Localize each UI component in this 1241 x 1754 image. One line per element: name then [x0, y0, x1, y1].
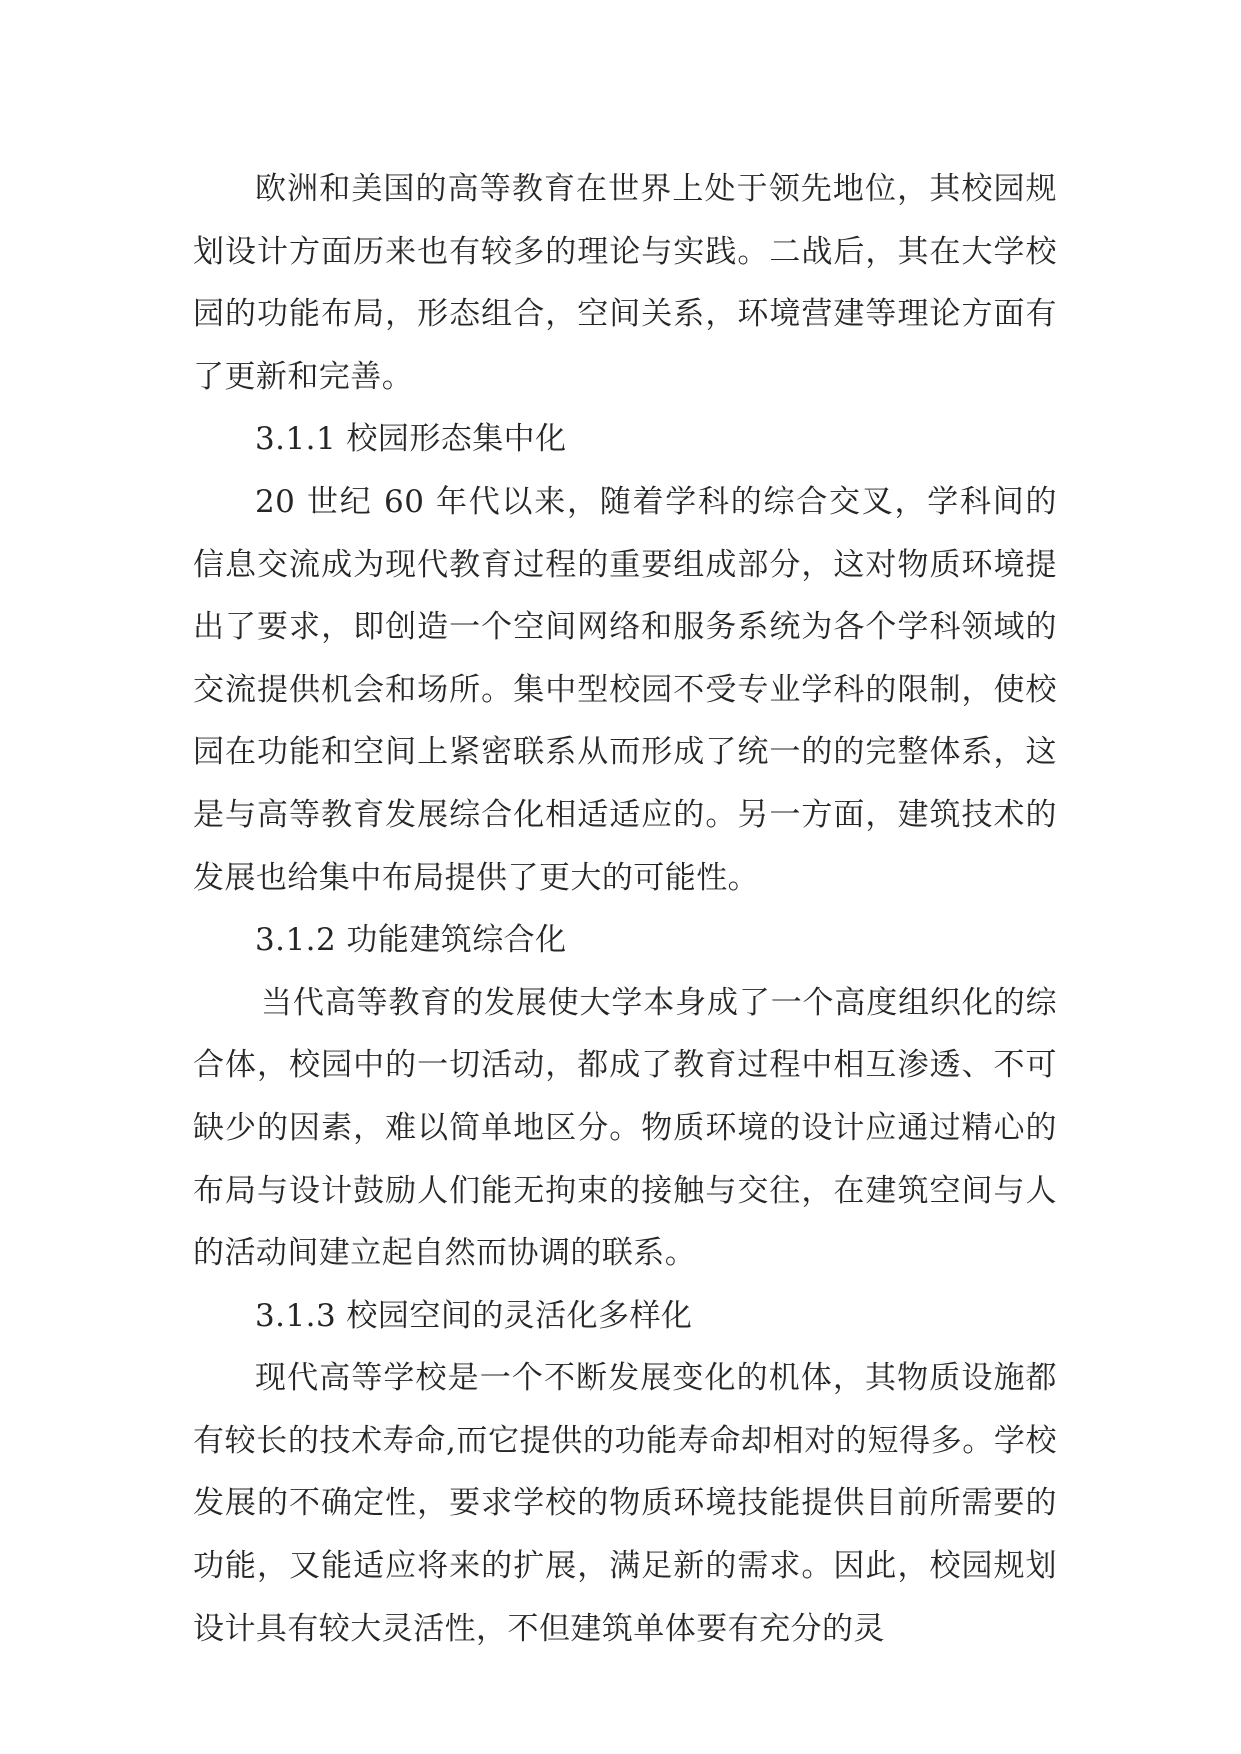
section-heading-3-1-3: 3.1.3 校园空间的灵活化多样化 — [255, 1297, 693, 1334]
section-heading-3-1-2: 3.1.2 功能建筑综合化 — [255, 922, 567, 959]
body-text — [193, 158, 1057, 1660]
section-heading-3-1-1: 3.1.1 校园形态集中化 — [255, 421, 567, 458]
paragraph-space-flexibility: 现代高等学校是一个不断发展变化的机体，其物质设施都有较长的技术寿命,而它提供的功能寿命却相对的短得多。学校发展的不确定性，要求学校的物质环境技能提供目前所需要的功能，又能适应将来的扩展，满足新的需求。因此，校园规划设计具有较大灵活性，不但建筑单体要有充分的灵 — [193, 1360, 1057, 1647]
paragraph-campus-concentration: 20 世纪 60 年代以来，随着学科的综合交叉，学科间的信息交流成为现代教育过程的重要组成部分，这对物质环境提出了要求，即创造一个空间网络和服务系统为各个学科领域的交流提供机会和场所。集中型校园不受专业学科的限制，使校园在功能和空间上紧密联系从而形成了统一的的完整体系，这是与高等教育发展综合化相适适应的。另一方面，建筑技术的发展也给集中布局提供了更大的可能性。 — [193, 483, 1057, 896]
paragraph-building-integration: 当代高等教育的发展使大学本身成了一个高度组织化的综合体，校园中的一切活动，都成了教育过程中相互渗透、不可缺少的因素，难以简单地区分。物质环境的设计应通过精心的布局与设计鼓励人们能无拘束的接触与交往，在建筑空间与人的活动间建立起自然而协调的联系。 — [193, 984, 1057, 1272]
paragraph-intro: 欧洲和美国的高等教育在世界上处于领先地位，其校园规划设计方面历来也有较多的理论与实践。二战后，其在大学校园的功能布局，形态组合，空间关系，环境营建等理论方面有了更新和完善。 — [193, 171, 1057, 395]
